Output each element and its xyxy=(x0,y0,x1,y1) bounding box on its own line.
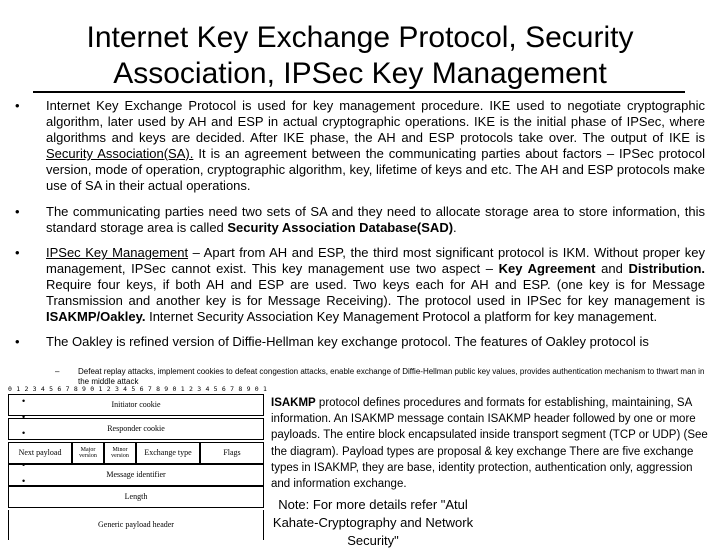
bullet-text: Require four keys, if both AH and ESP are used. Two keys each for AH and ESP. (one key is for Message Transmission and another key is for Message Receiving). The protocol used in IPSec for key management is xyxy=(46,277,705,308)
isakmp-term: ISAKMP xyxy=(271,397,316,409)
initiator-cookie-field: Initiator cookie xyxy=(8,394,264,416)
bullet-marker: • xyxy=(15,245,20,260)
exchange-type-field: Exchange type xyxy=(136,442,200,464)
isakmp-description xyxy=(271,395,711,492)
bullet-sad xyxy=(15,204,705,236)
bullet-marker: • xyxy=(22,396,26,406)
minor-version-field: Minor version xyxy=(104,442,136,464)
responder-cookie-field: Responder cookie xyxy=(8,418,264,440)
bullet-marker: • xyxy=(15,334,20,349)
sad-term: Security Association Database(SAD) xyxy=(227,220,454,235)
security-association-link[interactable]: Security Association(SA). xyxy=(46,146,194,161)
bullet-ike xyxy=(15,98,705,194)
sub-bullet-text: Defeat replay attacks, implement cookies to defeat congestion attacks, enable exchange of Diffie-Hellman public key values, provides authentication mechanism to thwart man in the middle attack xyxy=(78,367,705,386)
bullet-text: Internet Key Exchange Protocol is used for key management procedure. IKE used to negotiate cryptographic algorithm, later used by AH and ESP in actual cryptographic operations. IKE is the initial phase of IPSec, where algorithms and keys are decided. After IKE phase, the AH and ESP protocols take over. The output of IKE is xyxy=(46,98,705,145)
slide-title xyxy=(30,20,690,92)
bullet-text: The Oakley is refined version of Diffie-Hellman key exchange protocol. The features of Oakley protocol is xyxy=(46,334,649,349)
title-line-1: Internet Key Exchange Protocol, Security xyxy=(86,21,634,54)
bullet-text: Internet Security Association Key Management Protocol a platform for key management. xyxy=(145,309,658,324)
isakmp-description-text: protocol defines procedures and formats for establishing, maintaining, SA information. An ISAKMP message contain ISAKMP header followed by one or more payloads. The entire block encapsulated inside transport segment (TCP or UDP) (See the diagram). Payload types are proposal & key exchange There are five exchange types in ISAKMP, they are base, identity protection, authentication only, aggression and information exchange. xyxy=(271,397,708,491)
bit-ruler-digits: 0 1 2 3 4 5 6 7 8 9 0 1 2 3 4 5 6 7 8 9 0 1 2 3 4 5 6 7 8 9 0 1 xyxy=(8,385,268,393)
major-version-field: Major version xyxy=(72,442,104,464)
reference-note: Note: For more details refer "Atul Kahate-Cryptography and Network Security" xyxy=(272,497,474,548)
bullet-marker: • xyxy=(22,476,26,486)
bullet-marker: • xyxy=(15,204,20,219)
isakmp-oakley-term: ISAKMP/Oakley. xyxy=(46,309,146,324)
bullet-key-management xyxy=(15,245,705,325)
bullet-marker: • xyxy=(22,428,26,438)
flags-field: Flags xyxy=(200,442,264,464)
bullet-oakley xyxy=(15,334,705,350)
length-field: Length xyxy=(8,486,264,508)
next-payload-field: Next payload xyxy=(8,442,72,464)
key-agreement-term: Key Agreement xyxy=(498,261,596,276)
bullet-marker: • xyxy=(22,460,26,470)
bullet-marker: • xyxy=(22,412,26,422)
bullet-marker: • xyxy=(15,98,20,113)
title-underline xyxy=(33,91,685,93)
distribution-term: Distribution. xyxy=(628,261,706,276)
ipsec-key-management-link[interactable]: IPSec Key Management xyxy=(46,245,189,260)
sub-bullet-marker: – xyxy=(55,367,60,376)
bullet-text: – Apart from AH and ESP, the third most significant protocol is IKM. Without proper key management, IPSec cannot exist. This key management use two aspect – xyxy=(46,245,705,276)
message-identifier-field: Message identifier xyxy=(8,464,264,486)
isakmp-header-diagram xyxy=(6,384,268,540)
generic-payload-header-field: Generic payload header xyxy=(8,510,264,540)
bit-ruler xyxy=(8,385,267,393)
bullet-text: and xyxy=(595,261,629,276)
title-line-2: Association, IPSec Key Management xyxy=(113,57,607,90)
bullet-text: . xyxy=(453,220,457,235)
bullet-text: The communicating parties need two sets of SA and they need to allocate storage area to store information, this standard storage area is called xyxy=(46,204,705,235)
bullet-list xyxy=(15,98,705,350)
bullet-text: It is an agreement between the communicating parties about factors – IPSec protocol version, mode of operation, cryptographic algorithm, key, lifetime of keys and etc. The AH and ESP protocols make use of SA in their actual operations. xyxy=(46,146,706,193)
